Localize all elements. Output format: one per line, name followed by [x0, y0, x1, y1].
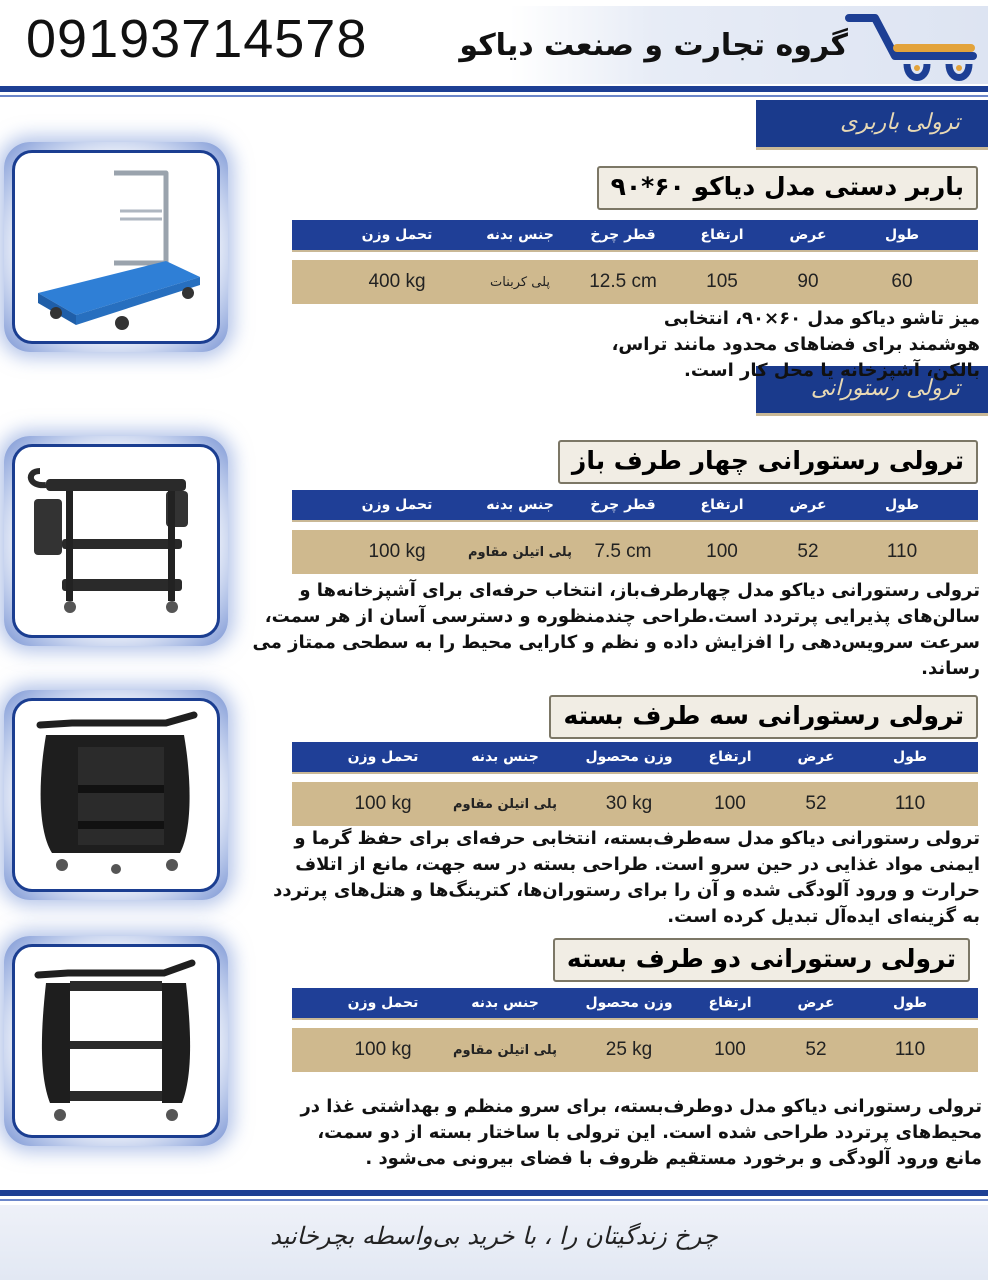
header-capacity: تحمل وزن	[347, 749, 419, 765]
value-length: 110	[886, 541, 918, 562]
header-length: طول	[892, 995, 928, 1011]
value-width: 52	[805, 1039, 827, 1060]
value-width: 90	[797, 271, 819, 292]
open-service-cart-image	[15, 447, 217, 635]
spec-header-row	[292, 220, 978, 252]
top-rule-thin	[0, 95, 988, 97]
value-capacity: 400 kg	[368, 271, 426, 292]
product-image-frame	[4, 142, 228, 352]
value-capacity: 100 kg	[354, 1039, 412, 1060]
header-height: ارتفاع	[700, 497, 744, 513]
value-material: پلی اتیلن مقاوم	[453, 796, 557, 812]
product-image-frame	[4, 690, 228, 900]
header-width: عرض	[789, 227, 827, 243]
section-ribbon-platform	[756, 100, 988, 150]
cart-logo-icon	[845, 4, 980, 86]
value-height: 100	[714, 1039, 746, 1060]
value-weight: 25 kg	[605, 1039, 653, 1060]
section-title: ترولی رستورانی	[810, 376, 960, 401]
product-description: میز تاشو دیاکو مدل ۶۰×۹۰، انتخابی هوشمند برای فضاهای محدود مانند تراس، بالکن، آشپزخانه یا محل کار است.	[611, 308, 980, 381]
header-width: عرض	[797, 995, 835, 1011]
header-weight: وزن محصول	[585, 995, 673, 1011]
value-col4: 12.5 cm	[589, 271, 657, 292]
header-height: ارتفاع	[708, 749, 752, 765]
product-image-frame	[4, 936, 228, 1146]
value-width: 52	[797, 541, 819, 562]
value-height: 100	[706, 541, 738, 562]
spec-header-row	[292, 742, 978, 774]
spec-value-row	[292, 1028, 978, 1072]
spec-header-row	[292, 490, 978, 522]
value-material: پلی اتیلن مقاوم	[453, 1042, 557, 1058]
header-height: ارتفاع	[700, 227, 744, 243]
header-material: جنس بدنه	[486, 497, 554, 513]
spec-header-row	[292, 988, 978, 1020]
product-title: ترولی رستورانی چهار طرف باز	[558, 440, 978, 484]
value-capacity: 100 kg	[354, 793, 412, 814]
header-col4: قطر چرخ	[590, 227, 656, 243]
header-height: ارتفاع	[708, 995, 752, 1011]
header-width: عرض	[789, 497, 827, 513]
header-length: طول	[884, 227, 920, 243]
phone-number[interactable]: 09193714578	[26, 9, 368, 69]
brand-name: گروه تجارت و صنعت دیاکو	[459, 28, 848, 63]
product-title: باربر دستی مدل دیاکو ۶۰*۹۰	[597, 166, 978, 210]
value-material: پلی اتیلن مقاوم	[468, 544, 572, 560]
header-capacity: تحمل وزن	[361, 227, 433, 243]
product-image-frame	[4, 436, 228, 646]
three-side-closed-cart-image	[15, 701, 217, 889]
bottom-rule-thin	[0, 1199, 988, 1201]
product-title: ترولی رستورانی سه طرف بسته	[549, 695, 978, 739]
product-title: ترولی رستورانی دو طرف بسته	[553, 938, 970, 982]
value-height: 100	[714, 793, 746, 814]
platform-hand-truck-image	[15, 153, 217, 341]
footer-slogan: چرخ زندگیتان را ، با خرید بی‌واسطه بچرخانید	[270, 1222, 718, 1250]
header-col4: قطر چرخ	[590, 497, 656, 513]
two-side-closed-cart-image	[15, 947, 217, 1135]
top-rule	[0, 86, 988, 92]
header-length: طول	[892, 749, 928, 765]
header-length: طول	[884, 497, 920, 513]
spec-value-row	[292, 782, 978, 826]
value-length: 110	[894, 793, 926, 814]
header-material: جنس بدنه	[486, 227, 554, 243]
section-title: ترولی باربری	[840, 110, 960, 135]
product-description: ترولی رستورانی دیاکو مدل چهارطرف‌باز، انتخاب حرفه‌ای برای آشپزخانه‌ها و سالن‌های پذیرایی پرتردد است.طراحی چندمنظوره و دسترسی آسان از هر سمت، سرعت سرویس‌دهی را افزایش داده و نظم و کارایی محیط را به سطحی ممتاز می رساند.	[252, 580, 980, 679]
value-length: 60	[891, 271, 913, 292]
bottom-rule	[0, 1190, 988, 1196]
header-capacity: تحمل وزن	[347, 995, 419, 1011]
product-description: ترولی رستورانی دیاکو مدل دوطرف‌بسته، برای سرو منظم و بهداشتی غذا در محیط‌های پرتردد طراحی شده است. این ترولی با ساختار بسته از دو سمت، مانع ورود آلودگی و برخورد مستقیم ظروف با فضای بیرونی می‌شود .	[300, 1096, 982, 1169]
product-description: ترولی رستورانی دیاکو مدل سه‌طرف‌بسته، انتخابی حرفه‌ای برای حفظ گرما و ایمنی مواد غذایی در حین سرو است. طراحی بسته در سه جهت، مانع از اتلاف حرارت و ورود آلودگی شده و آن را برای رستوران‌ها، کترینگ‌ها و هتل‌های پرتردد به گزینه‌ای ایده‌آل تبدیل کرده است.	[273, 828, 980, 927]
value-weight: 30 kg	[605, 793, 653, 814]
header-material: جنس بدنه	[471, 995, 539, 1011]
value-col4: 7.5 cm	[594, 541, 652, 562]
value-height: 105	[706, 271, 738, 292]
value-capacity: 100 kg	[368, 541, 426, 562]
spec-value-row	[292, 530, 978, 574]
header	[0, 0, 988, 92]
header-weight: وزن محصول	[585, 749, 673, 765]
value-length: 110	[894, 1039, 926, 1060]
header-material: جنس بدنه	[471, 749, 539, 765]
header-capacity: تحمل وزن	[361, 497, 433, 513]
spec-value-row	[292, 260, 978, 304]
header-width: عرض	[797, 749, 835, 765]
value-material: پلی کربنات	[490, 274, 550, 290]
value-width: 52	[805, 793, 827, 814]
